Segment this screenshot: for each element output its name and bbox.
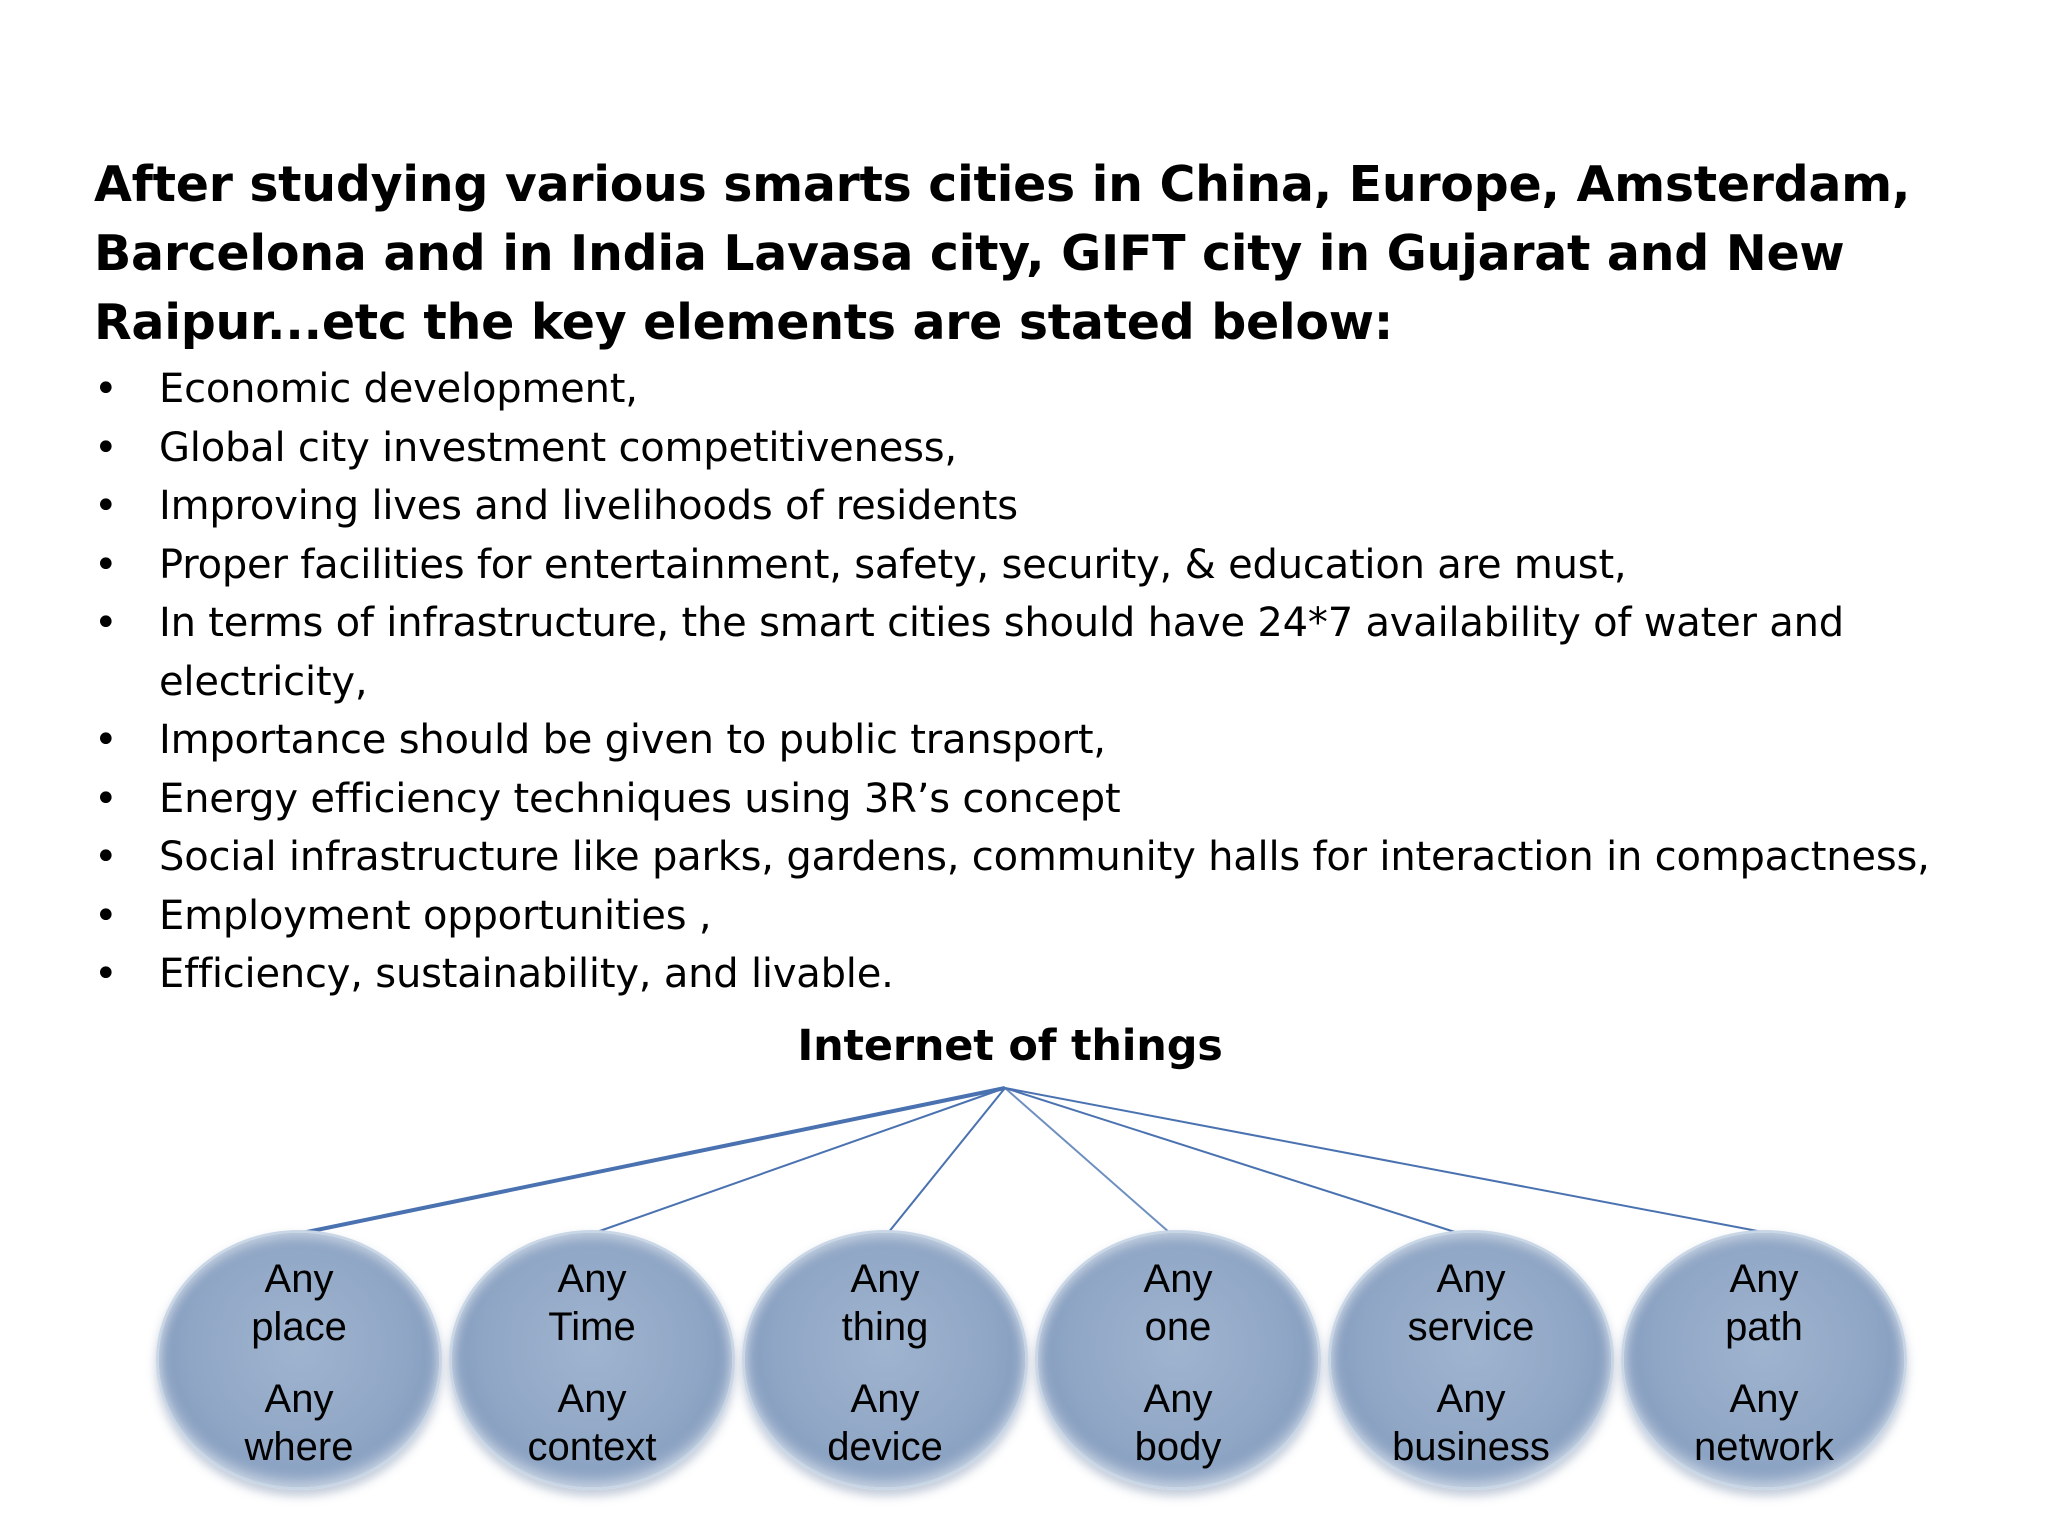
list-item-text: Proper facilities for entertainment, safety, security, & education are must, — [159, 541, 1627, 588]
node-label: where — [244, 1425, 354, 1469]
node-label: business — [1392, 1425, 1550, 1469]
node-label: place — [251, 1305, 347, 1349]
bullet-icon: • — [94, 775, 118, 822]
list-item-text: Energy efficiency techniques using 3R’s concept — [159, 775, 1121, 822]
node-label: context — [527, 1425, 657, 1469]
list-item-text: Economic development, — [159, 366, 638, 412]
node-label: Any — [1143, 1257, 1213, 1301]
node-any-thing — [742, 1230, 1028, 1490]
node-label: Any — [557, 1377, 627, 1421]
node-label: Any — [1436, 1377, 1506, 1421]
diagram-title: Internet of things — [797, 1021, 1223, 1071]
node-label: service — [1407, 1305, 1535, 1349]
node-label: Any — [557, 1257, 627, 1301]
bullet-icon: • — [94, 424, 118, 471]
bullet-icon: • — [94, 834, 118, 880]
node-label: Any — [1436, 1257, 1506, 1301]
bullet-icon: • — [94, 600, 118, 646]
node-label: device — [827, 1425, 943, 1469]
bullet-icon: • — [94, 366, 118, 412]
node-label: Any — [264, 1257, 334, 1301]
node-label: Any — [850, 1377, 920, 1421]
list-item-text: Employment opportunities , — [159, 892, 712, 939]
list-item-text: Efficiency, sustainability, and livable. — [159, 951, 894, 997]
node-label: network — [1693, 1425, 1835, 1469]
node-label: one — [1144, 1305, 1212, 1349]
connector-line-any-path — [1005, 1088, 1768, 1233]
list-item-text: Social infrastructure like parks, gardens, community halls for interaction in compactness, — [159, 834, 1930, 880]
list-item-text: Improving lives and livelihoods of residents — [159, 483, 1018, 529]
connector-line-any-one — [1005, 1088, 1170, 1233]
slide-heading: After studying various smarts cities in China, Europe, Amsterdam, Barcelona and in India Lavasa city, GIFT city in Gujarat and New Raipur...etc the key elements are stated below: — [94, 156, 1911, 351]
node-label: Any — [1143, 1377, 1213, 1421]
list-item-text: In terms of infrastructure, the smart cities should have 24*7 availability of water and electricity, — [159, 600, 1844, 705]
node-label: Any — [1729, 1377, 1799, 1421]
node-any-place — [156, 1230, 442, 1490]
bullet-icon: • — [94, 717, 118, 763]
bullet-icon: • — [94, 951, 118, 997]
node-label: Any — [264, 1377, 334, 1421]
node-any-one — [1035, 1230, 1321, 1490]
node-label: Any — [1729, 1257, 1799, 1301]
bullet-icon: • — [94, 483, 118, 529]
list-item-text: Importance should be given to public transport, — [159, 717, 1106, 763]
node-label: thing — [841, 1305, 929, 1349]
node-label: Time — [548, 1305, 636, 1349]
node-label: path — [1725, 1305, 1803, 1349]
node-label: Any — [850, 1257, 920, 1301]
bullet-icon: • — [94, 892, 118, 939]
node-any-service — [1328, 1230, 1614, 1490]
bullet-icon: • — [94, 541, 118, 588]
node-any-path — [1621, 1230, 1907, 1490]
node-label: body — [1134, 1425, 1222, 1469]
node-any-time — [449, 1230, 735, 1490]
list-item-text: Global city investment competitiveness, — [159, 424, 957, 471]
